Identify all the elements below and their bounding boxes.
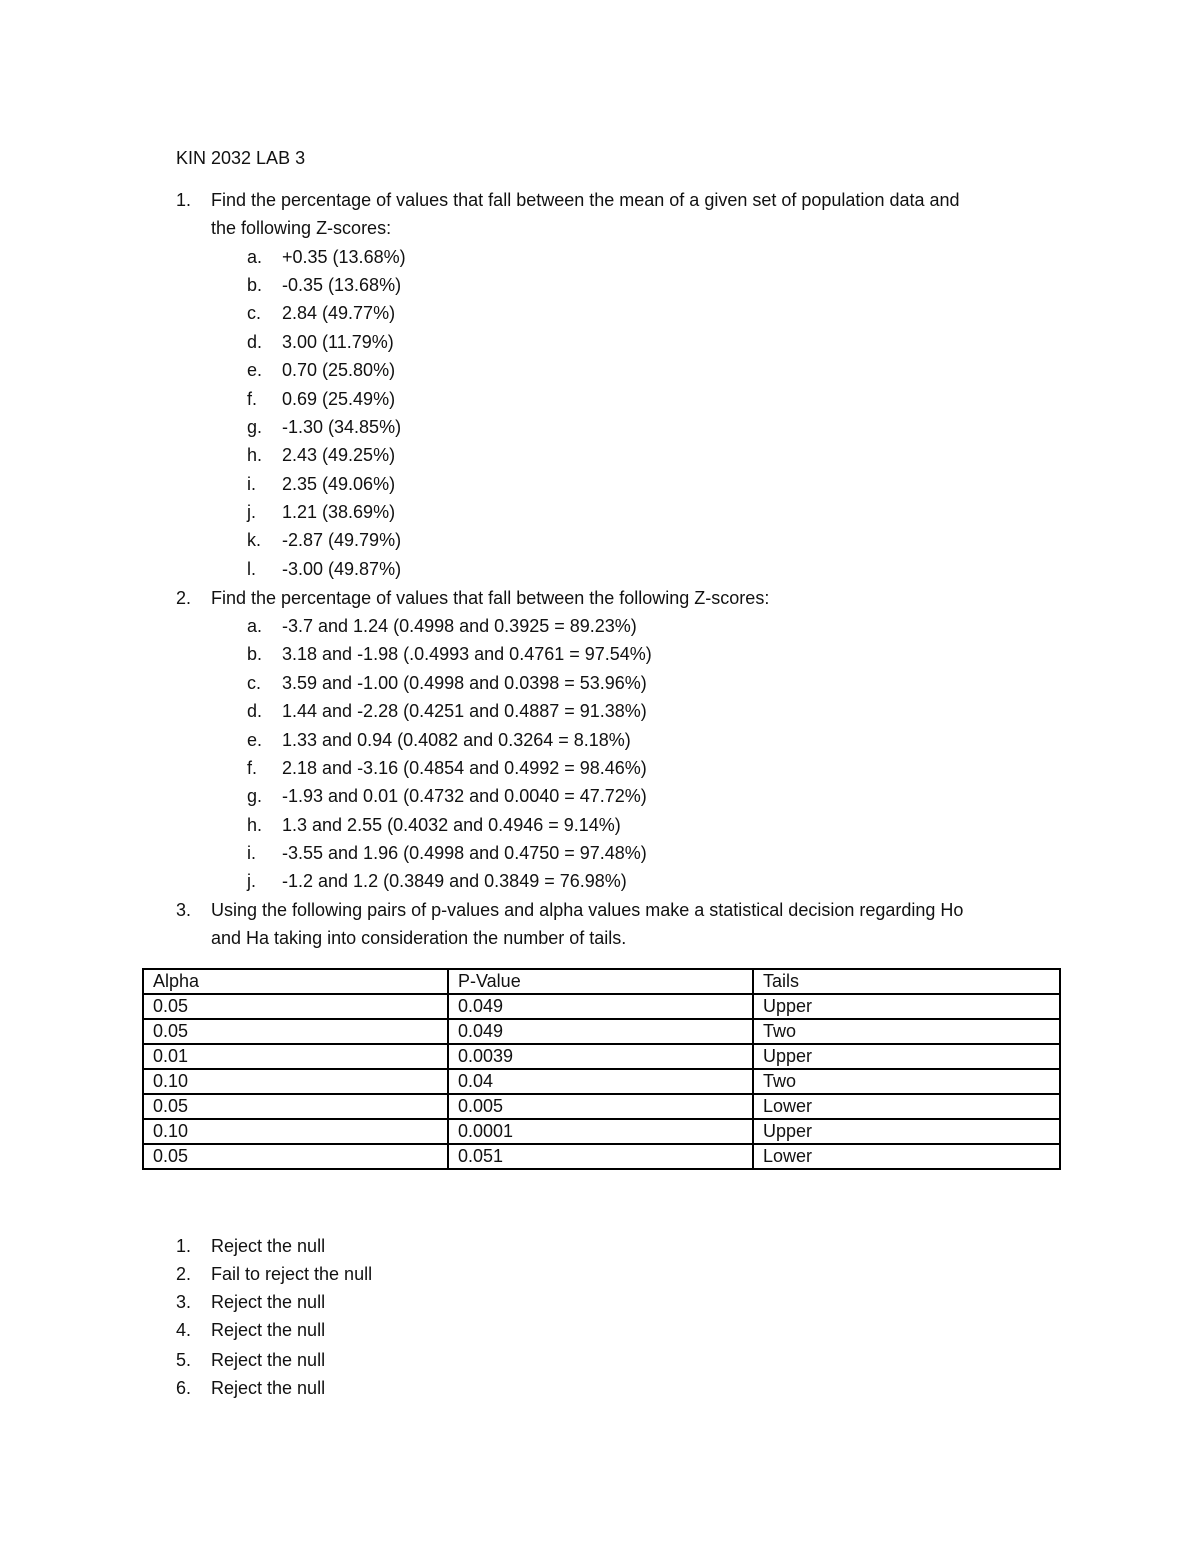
cell-p-value: 0.049 (448, 1019, 753, 1044)
column-header-tails: Tails (753, 969, 1060, 994)
item-label: l. (247, 559, 256, 579)
item-label: e. (247, 360, 263, 380)
decision-number: 3. (176, 1292, 192, 1312)
column-header-alpha: Alpha (143, 969, 448, 994)
item-label: e. (247, 730, 263, 750)
question-number: 3. (176, 900, 192, 920)
decision-text: Reject the null (211, 1292, 326, 1312)
item-label: b. (247, 644, 263, 664)
item-label: j. (247, 502, 256, 522)
item-label: f. (247, 389, 258, 409)
table-row (143, 1144, 1060, 1169)
item-label: g. (247, 417, 263, 437)
cell-p-value: 0.04 (448, 1069, 753, 1094)
item-answer: 1.33 and 0.94 (0.4082 and 0.3264 = 8.18%) (282, 730, 631, 750)
item-answer: 3.18 and -1.98 (.0.4993 and 0.4761 = 97.54%) (282, 644, 652, 664)
item-answer: 1.44 and -2.28 (0.4251 and 0.4887 = 91.38%) (282, 701, 647, 721)
cell-p-value: 0.049 (448, 994, 753, 1019)
item-label: i. (247, 843, 256, 863)
cell-p-value: 0.005 (448, 1094, 753, 1119)
item-label: j. (247, 871, 256, 891)
cell-p-value: 0.0039 (448, 1044, 753, 1069)
item-label: k. (247, 530, 262, 550)
question-text: and Ha taking into consideration the number of tails. (211, 928, 627, 948)
decision-table (142, 968, 1061, 1170)
decision-text: Reject the null (211, 1236, 326, 1256)
cell-tails: Lower (753, 1144, 1060, 1169)
item-answer: 0.70 (25.80%) (282, 360, 396, 380)
table-row (143, 1044, 1060, 1069)
item-answer: -0.35 (13.68%) (282, 275, 402, 295)
cell-tails: Two (753, 1069, 1060, 1094)
cell-tails: Upper (753, 1044, 1060, 1069)
cell-alpha: 0.05 (143, 1094, 448, 1119)
cell-alpha: 0.05 (143, 1019, 448, 1044)
column-header-p-value: P-Value (448, 969, 753, 994)
cell-tails: Upper (753, 1119, 1060, 1144)
table-row (143, 1019, 1060, 1044)
question-text: the following Z-scores: (211, 218, 392, 238)
item-label: h. (247, 815, 263, 835)
item-answer: -3.7 and 1.24 (0.4998 and 0.3925 = 89.23%) (282, 616, 637, 636)
item-label: b. (247, 275, 263, 295)
item-answer: 2.43 (49.25%) (282, 445, 396, 465)
item-answer: -2.87 (49.79%) (282, 530, 402, 550)
cell-alpha: 0.05 (143, 994, 448, 1019)
decision-text: Reject the null (211, 1320, 326, 1340)
question-text: Find the percentage of values that fall between the following Z-scores: (211, 588, 770, 608)
item-label: c. (247, 303, 262, 323)
decision-number: 1. (176, 1236, 192, 1256)
question-number: 2. (176, 588, 192, 608)
item-label: i. (247, 474, 256, 494)
decision-number: 6. (176, 1378, 192, 1398)
page-title: KIN 2032 LAB 3 (176, 148, 306, 168)
item-answer: 1.3 and 2.55 (0.4032 and 0.4946 = 9.14%) (282, 815, 621, 835)
item-label: f. (247, 758, 258, 778)
decision-number: 4. (176, 1320, 192, 1340)
table-row (143, 1069, 1060, 1094)
item-answer: -1.2 and 1.2 (0.3849 and 0.3849 = 76.98%) (282, 871, 627, 891)
decision-text: Reject the null (211, 1350, 326, 1370)
cell-alpha: 0.05 (143, 1144, 448, 1169)
table-row (143, 1094, 1060, 1119)
cell-alpha: 0.10 (143, 1069, 448, 1094)
decision-number: 2. (176, 1264, 192, 1284)
item-answer: 2.18 and -3.16 (0.4854 and 0.4992 = 98.46%) (282, 758, 647, 778)
item-label: h. (247, 445, 263, 465)
cell-p-value: 0.051 (448, 1144, 753, 1169)
item-label: c. (247, 673, 262, 693)
item-answer: 3.59 and -1.00 (0.4998 and 0.0398 = 53.96%) (282, 673, 647, 693)
item-answer: 2.35 (49.06%) (282, 474, 396, 494)
item-answer: 3.00 (11.79%) (282, 332, 394, 352)
cell-p-value: 0.0001 (448, 1119, 753, 1144)
item-answer: 0.69 (25.49%) (282, 389, 396, 409)
item-label: d. (247, 701, 263, 721)
item-label: d. (247, 332, 263, 352)
cell-alpha: 0.01 (143, 1044, 448, 1069)
item-label: a. (247, 616, 263, 636)
item-answer: -3.00 (49.87%) (282, 559, 402, 579)
table-row (143, 994, 1060, 1019)
table-header-row (143, 969, 1060, 994)
item-answer: +0.35 (13.68%) (282, 247, 406, 267)
question-text: Using the following pairs of p-values and alpha values make a statistical decision regarding Ho (211, 900, 964, 920)
item-answer: -1.93 and 0.01 (0.4732 and 0.0040 = 47.72%) (282, 786, 647, 806)
item-answer: -3.55 and 1.96 (0.4998 and 0.4750 = 97.48%) (282, 843, 647, 863)
question-number: 1. (176, 190, 192, 210)
decision-number: 5. (176, 1350, 192, 1370)
item-answer: 1.21 (38.69%) (282, 502, 396, 522)
cell-tails: Lower (753, 1094, 1060, 1119)
item-label: a. (247, 247, 263, 267)
cell-tails: Upper (753, 994, 1060, 1019)
cell-tails: Two (753, 1019, 1060, 1044)
item-answer: 2.84 (49.77%) (282, 303, 396, 323)
decision-text: Reject the null (211, 1378, 326, 1398)
item-label: g. (247, 786, 263, 806)
table-row (143, 1119, 1060, 1144)
decision-text: Fail to reject the null (211, 1264, 373, 1284)
item-answer: -1.30 (34.85%) (282, 417, 402, 437)
cell-alpha: 0.10 (143, 1119, 448, 1144)
question-text: Find the percentage of values that fall between the mean of a given set of population data and (211, 190, 960, 210)
